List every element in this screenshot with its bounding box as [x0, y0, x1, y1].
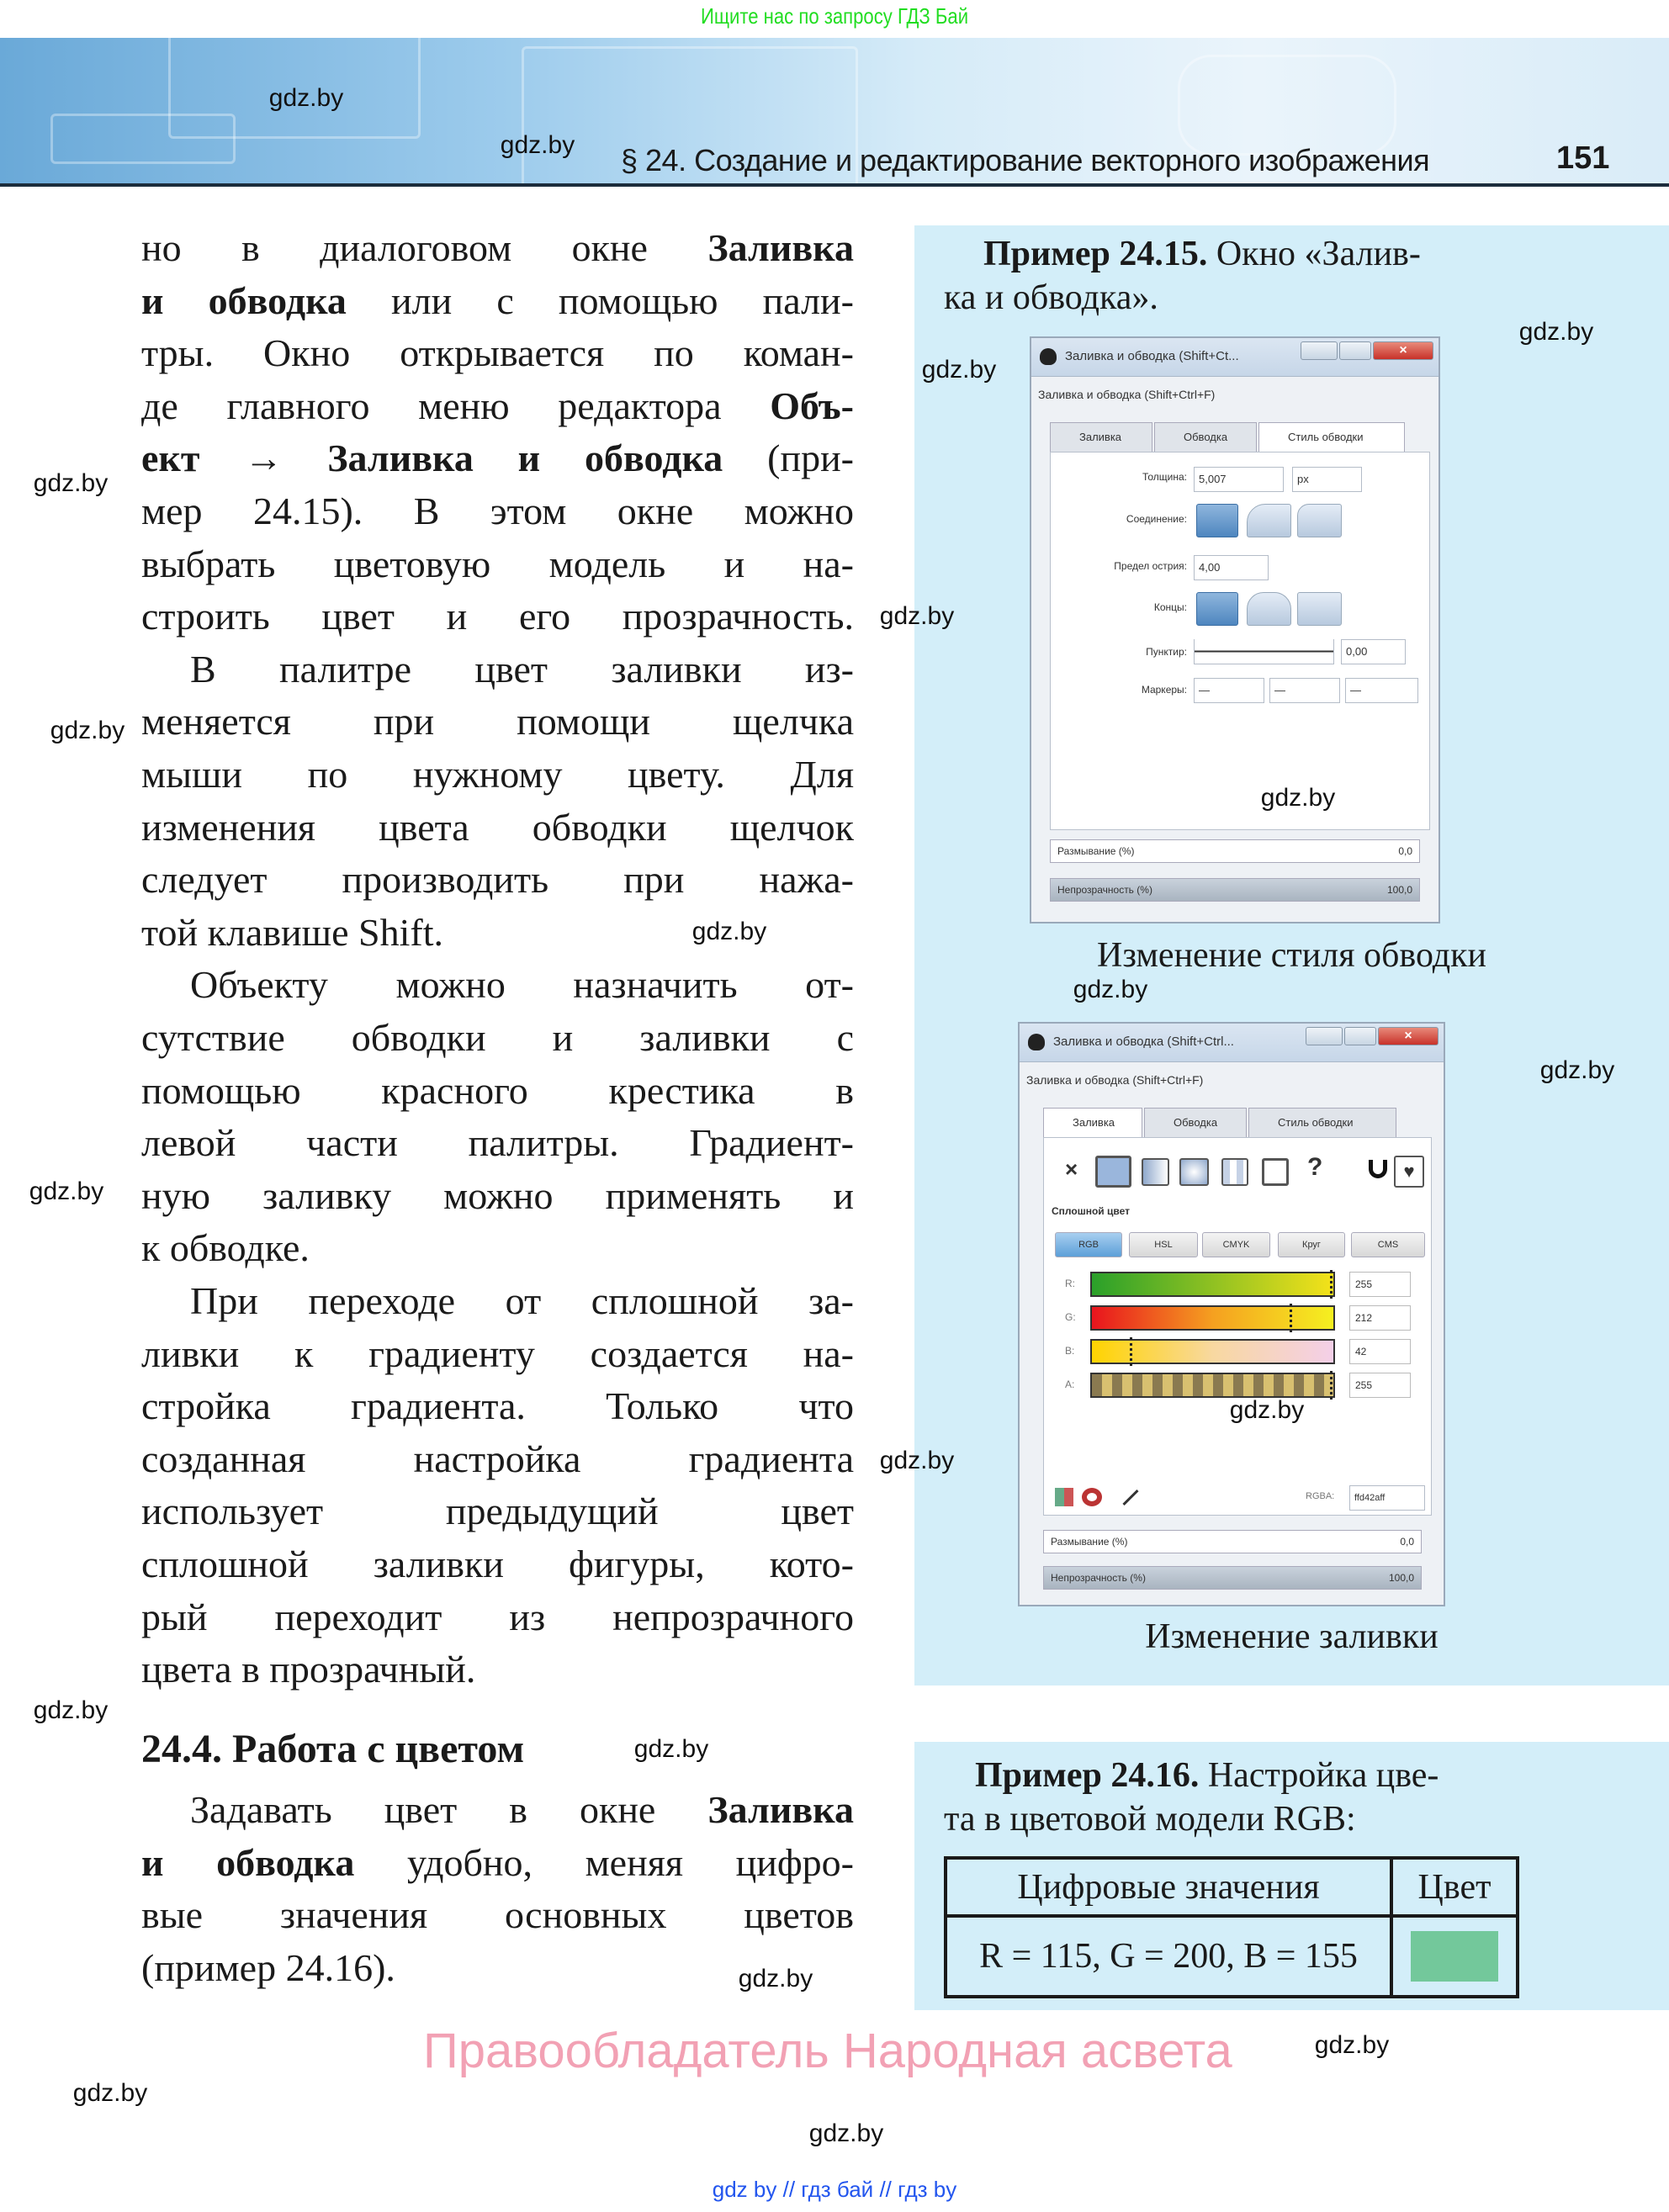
maximize-button[interactable]	[1339, 341, 1371, 360]
text-line	[141, 1643, 854, 1696]
bold-term: и обводка	[141, 278, 347, 322]
text-segment: помощью красного крестика в	[141, 1068, 854, 1112]
join-miter-button[interactable]	[1196, 504, 1238, 537]
text-segment: или с помощью пали-	[346, 278, 854, 322]
bold-term: ект	[141, 437, 200, 480]
copyright-watermark: Правообладатель Народная асвета	[423, 2024, 1232, 2078]
text-segment: меняется при помощи щелчка	[141, 700, 854, 744]
channel-value-input[interactable]: 212	[1349, 1305, 1411, 1331]
example-title	[975, 1754, 1439, 1797]
bold-term: и обводка	[141, 1840, 355, 1884]
blur-value: 0,0	[1398, 845, 1412, 857]
text-line	[141, 1170, 854, 1222]
text-line	[141, 485, 854, 537]
text-segment: созданная настройка градиента	[141, 1437, 854, 1480]
opacity-slider[interactable]	[1050, 878, 1420, 902]
app-icon	[1040, 348, 1057, 365]
opacity-label: Непрозрачность (%)	[1057, 884, 1152, 896]
text-line	[141, 1538, 854, 1590]
tab-bar	[1043, 1108, 1423, 1138]
flat-color-button[interactable]	[1095, 1156, 1131, 1188]
text-line	[141, 749, 854, 801]
bold-term: Заливка и обводка	[327, 437, 723, 480]
dash-pattern-select[interactable]	[1194, 639, 1334, 664]
channel-label: B:	[1065, 1345, 1075, 1357]
fill-rule-evenodd-icon[interactable]	[1369, 1160, 1387, 1178]
text-segment: Задавать цвет в окне	[190, 1788, 708, 1831]
text-segment: удобно, меняя цифро-	[354, 1840, 854, 1884]
tab-stroke-style[interactable]: Стиль обводки	[1248, 1108, 1396, 1138]
join-round-button[interactable]	[1247, 504, 1291, 537]
gdz-watermark: gdz.by	[633, 1735, 709, 1763]
markers-label: Маркеры:	[1141, 684, 1187, 696]
miter-input[interactable]: 4,00	[1194, 555, 1269, 580]
rgb-table	[944, 1856, 1519, 1998]
text-segment: тры. Окно открывается по коман-	[141, 331, 854, 375]
window-title: Заливка и обводка (Shift+Ct...	[1065, 349, 1239, 363]
cap-square-button[interactable]	[1297, 592, 1342, 626]
caps-label: Концы:	[1153, 601, 1187, 613]
channel-value-input[interactable]: 42	[1349, 1339, 1411, 1364]
tab-fill[interactable]: Заливка	[1043, 1108, 1142, 1138]
fill-stroke-dialog-fill	[1018, 1022, 1445, 1606]
text-line	[141, 1065, 854, 1117]
marker-end-select[interactable]: —	[1345, 678, 1418, 703]
gdz-watermark: gdz.by	[50, 717, 125, 744]
header-values: Цифровые значения	[946, 1858, 1391, 1916]
text-line	[141, 1328, 854, 1380]
blur-label: Размывание (%)	[1057, 845, 1135, 857]
text-segment: изменения цвета обводки щелчок	[141, 805, 854, 849]
example-title-text: Окно «Залив-	[1207, 235, 1421, 273]
model-rgb-tab[interactable]: RGB	[1055, 1232, 1122, 1257]
text-line	[141, 1433, 854, 1485]
text-line	[141, 222, 854, 274]
opacity-label: Непрозрачность (%)	[1051, 1572, 1146, 1584]
text-segment: ливки к градиенту создается на-	[141, 1331, 854, 1375]
text-line	[141, 1889, 854, 1941]
close-button[interactable]: ×	[1378, 1027, 1439, 1045]
minimize-button[interactable]	[1301, 341, 1338, 360]
channel-slider[interactable]	[1090, 1305, 1335, 1331]
text-segment: использует предыдущий цвет	[141, 1490, 854, 1533]
text-line	[141, 959, 854, 1011]
text-segment: левой части палитры. Градиент-	[141, 1121, 854, 1165]
slider-handle[interactable]	[1330, 1371, 1335, 1400]
bold-term: Заливка	[707, 1788, 854, 1831]
model-cmyk-tab[interactable]: CMYK	[1202, 1232, 1270, 1257]
no-paint-button[interactable]: ×	[1065, 1156, 1078, 1182]
panel-title: Заливка и обводка (Shift+Ctrl+F)	[1038, 388, 1216, 401]
gdz-watermark: gdz.by	[33, 1696, 109, 1724]
blur-label: Размывание (%)	[1051, 1536, 1128, 1548]
caption-stroke-style: Изменение стиля обводки	[1097, 936, 1486, 975]
gdz-watermark: gdz.by	[1229, 1396, 1305, 1424]
slider-handle[interactable]	[1330, 1270, 1335, 1299]
channel-value-input[interactable]: 255	[1349, 1373, 1411, 1398]
example-title-line2: ка и обводка».	[944, 278, 1158, 317]
channel-slider[interactable]	[1090, 1373, 1335, 1398]
unit-select[interactable]: px	[1292, 467, 1362, 492]
text-segment: рый переходит из непрозрачного	[141, 1595, 854, 1638]
width-label: Толщина:	[1142, 471, 1187, 483]
cap-round-button[interactable]	[1247, 592, 1291, 626]
rgba-input[interactable]: ffd42aff	[1349, 1485, 1425, 1511]
section-heading: 24.4. Работа с цветом	[141, 1727, 525, 1771]
gdz-watermark: gdz.by	[1314, 2031, 1390, 2059]
model-wheel-tab[interactable]: Круг	[1278, 1232, 1345, 1257]
text-line	[141, 538, 854, 590]
text-line	[141, 1222, 854, 1274]
channel-slider[interactable]	[1090, 1339, 1335, 1364]
no-color-icon[interactable]	[1082, 1488, 1102, 1506]
body-text	[141, 222, 854, 1736]
example-label: Пример 24.16.	[975, 1756, 1200, 1795]
gdz-watermark: gdz.by	[500, 131, 575, 159]
close-button[interactable]: ×	[1373, 341, 1433, 360]
text-line	[141, 380, 854, 432]
gdz-watermark: gdz.by	[738, 1965, 813, 1992]
separator: //	[782, 2177, 796, 2202]
cap-butt-button[interactable]	[1196, 592, 1238, 626]
rgb-values: R = 115, G = 200, B = 155	[946, 1916, 1391, 1997]
search-hint: Ищите нас по запросу ГДЗ Бай	[700, 3, 969, 29]
gdz-watermark: gdz.by	[1518, 318, 1594, 346]
text-segment: следует производить при нажа-	[141, 858, 854, 902]
example-title-text: Настройка цве-	[1199, 1756, 1439, 1795]
panel-title: Заливка и обводка (Shift+Ctrl+F)	[1026, 1073, 1204, 1087]
text-line	[141, 590, 854, 643]
pattern-button[interactable]	[1221, 1158, 1248, 1186]
bottom-links	[0, 2177, 1669, 2203]
window-title: Заливка и обводка (Shift+Ctrl...	[1053, 1035, 1234, 1049]
blur-value: 0,0	[1400, 1536, 1414, 1548]
text-segment: сплошной заливки фигуры, кото-	[141, 1543, 854, 1585]
tab-stroke-style[interactable]: Стиль обводки	[1258, 422, 1405, 452]
text-segment: стройка градиента. Только что	[141, 1384, 854, 1428]
color-cell	[1391, 1916, 1518, 1997]
linear-gradient-button[interactable]	[1142, 1158, 1169, 1186]
text-segment: (пример 24.16).	[141, 1945, 395, 1989]
text-segment: В палитре цвет заливки из-	[190, 647, 854, 691]
dash-offset-input[interactable]: 0,00	[1341, 639, 1406, 664]
model-cms-tab[interactable]: CMS	[1351, 1232, 1425, 1257]
text-segment: строить цвет и его прозрачность.	[141, 595, 854, 638]
color-swatch	[1411, 1931, 1498, 1982]
text-line	[141, 1485, 854, 1537]
caption-fill: Изменение заливки	[1145, 1617, 1439, 1656]
opacity-value: 100,0	[1386, 884, 1412, 896]
chapter-title: § 24. Создание и редактирование векторного изображения	[621, 143, 1430, 177]
text-line	[141, 643, 854, 696]
text-segment: к обводке.	[141, 1226, 310, 1270]
gdz-watermark: gdz.by	[29, 1177, 104, 1205]
width-input[interactable]: 5,007	[1194, 467, 1284, 492]
separator: //	[879, 2177, 892, 2202]
link-gdz-bay[interactable]: гдз бай	[801, 2177, 874, 2202]
channel-label: R:	[1065, 1278, 1075, 1289]
blur-slider[interactable]	[1050, 839, 1420, 863]
text-line	[141, 1837, 854, 1889]
text-segment: но в диалоговом окне	[141, 226, 708, 269]
text-segment: де главного меню редактора	[141, 384, 771, 427]
example-title-line2: та в цветовой модели RGB:	[944, 1800, 1356, 1839]
marker-start-select[interactable]: —	[1194, 678, 1264, 703]
text-segment: Объекту можно назначить от-	[190, 963, 854, 1007]
reset-icon[interactable]	[1055, 1488, 1073, 1506]
fill-stroke-dialog-stroke-style	[1030, 336, 1440, 923]
channel-label: G:	[1065, 1311, 1076, 1323]
text-line	[141, 1591, 854, 1643]
tab-bar	[1050, 422, 1430, 452]
gdz-watermark: gdz.by	[691, 918, 767, 945]
opacity-value: 100,0	[1388, 1572, 1414, 1584]
blur-slider[interactable]	[1043, 1530, 1422, 1553]
join-label: Соединение:	[1126, 513, 1187, 525]
text-line	[141, 696, 854, 748]
text-line	[141, 854, 854, 906]
title-bar	[1020, 1024, 1444, 1062]
tab-stroke[interactable]: Обводка	[1144, 1108, 1247, 1138]
text-line	[141, 802, 854, 854]
gdz-watermark: gdz.by	[808, 2119, 884, 2147]
opacity-slider[interactable]	[1043, 1566, 1422, 1590]
header-color: Цвет	[1391, 1858, 1518, 1916]
miter-label: Предел острия:	[1114, 560, 1187, 572]
gdz-watermark: gdz.by	[1260, 784, 1336, 812]
radial-gradient-button[interactable]	[1179, 1158, 1209, 1186]
text-segment: выбрать цветовую модель и на-	[141, 542, 854, 585]
text-segment: цвета в прозрачный.	[141, 1648, 476, 1691]
page-header	[0, 38, 1669, 187]
app-icon	[1028, 1034, 1045, 1050]
bold-term: Заливка	[707, 226, 854, 269]
tab-fill[interactable]: Заливка	[1050, 422, 1152, 452]
text-segment: сутствие обводки и заливки с	[141, 1016, 854, 1059]
example-24-16-panel	[914, 1742, 1669, 2010]
text-line	[141, 1380, 854, 1432]
text-segment: При переходе от сплошной за-	[190, 1279, 854, 1322]
text-segment: вые значения основных цветов	[141, 1893, 854, 1937]
title-bar	[1031, 338, 1439, 377]
text-segment: той клавише Shift.	[141, 910, 443, 954]
gdz-watermark: gdz.by	[1073, 976, 1148, 1003]
text-line	[141, 327, 854, 379]
gdz-watermark: gdz.by	[879, 602, 955, 630]
text-line	[141, 1784, 854, 1836]
bold-term: Объ-	[770, 384, 854, 427]
gdz-watermark: gdz.by	[1539, 1056, 1615, 1084]
gdz-watermark: gdz.by	[268, 84, 344, 112]
text-line	[141, 1117, 854, 1169]
example-label: Пример 24.15.	[983, 235, 1208, 273]
maximize-button[interactable]	[1344, 1027, 1376, 1045]
model-hsl-tab[interactable]: HSL	[1129, 1232, 1198, 1257]
unset-paint-button[interactable]: ?	[1307, 1153, 1323, 1181]
rgba-label: RGBA:	[1306, 1491, 1335, 1501]
channel-label: A:	[1065, 1379, 1075, 1390]
text-line	[141, 1275, 854, 1327]
page-number: 151	[1556, 140, 1610, 176]
channel-slider[interactable]	[1090, 1272, 1335, 1297]
dash-label: Пунктир:	[1146, 646, 1187, 658]
link-gdz-by[interactable]: gdz by	[712, 2177, 777, 2202]
slider-handle[interactable]	[1290, 1304, 1295, 1332]
fill-rule-nonzero-icon[interactable]: ♥	[1394, 1156, 1424, 1188]
flat-color-label: Сплошной цвет	[1052, 1205, 1130, 1217]
text-line	[141, 432, 854, 484]
text-line	[141, 275, 854, 327]
text-segment: (при-	[723, 437, 854, 480]
minimize-button[interactable]	[1306, 1027, 1343, 1045]
slider-handle[interactable]	[1130, 1337, 1135, 1366]
gdz-watermark: gdz.by	[879, 1447, 955, 1474]
text-segment: мер 24.15). В этом окне можно	[141, 489, 854, 532]
marker-mid-select[interactable]: —	[1269, 678, 1340, 703]
gdz-watermark: gdz.by	[33, 469, 109, 497]
gdz-watermark: gdz.by	[72, 2079, 148, 2107]
gdz-watermark: gdz.by	[921, 356, 997, 384]
channel-value-input[interactable]: 255	[1349, 1272, 1411, 1297]
tab-stroke[interactable]: Обводка	[1154, 422, 1257, 452]
example-title	[983, 232, 1421, 276]
join-bevel-button[interactable]	[1297, 504, 1342, 537]
text-segment: ную заливку можно применять и	[141, 1173, 854, 1217]
text-segment: мыши по нужному цвету. Для	[141, 753, 854, 796]
swatch-button[interactable]	[1262, 1158, 1289, 1186]
text-segment: →	[199, 437, 328, 480]
link-gdz-by-2[interactable]: гдз by	[898, 2177, 957, 2202]
text-line	[141, 1012, 854, 1064]
